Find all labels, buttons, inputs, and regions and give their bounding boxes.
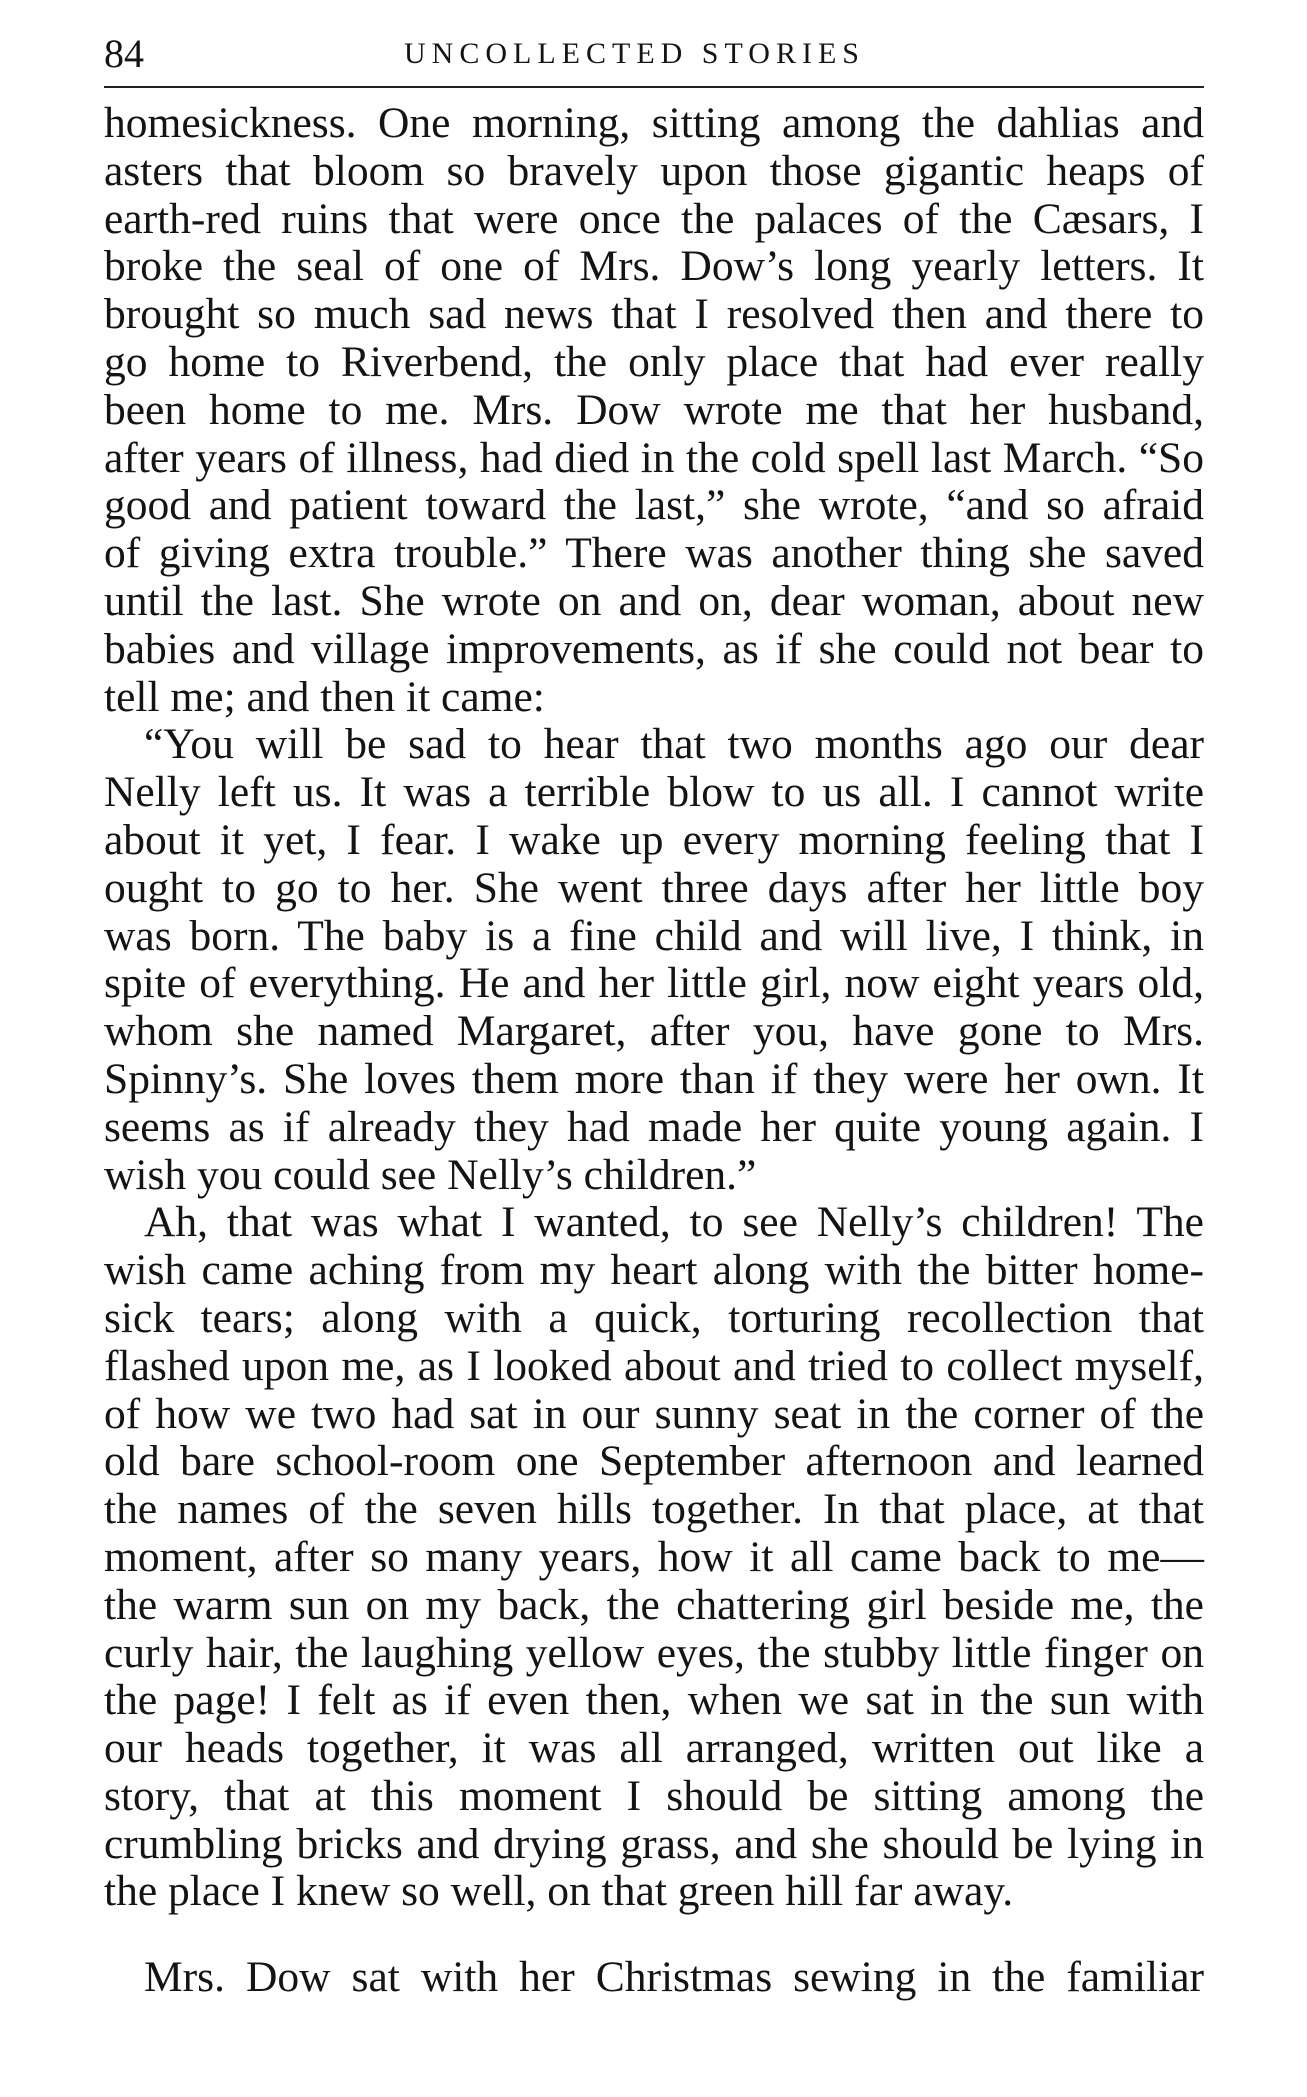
page-number: 84 (104, 31, 144, 76)
text-line: Spinny’s. She loves them more than if they were her own. It (104, 1054, 1204, 1103)
text-line: Nelly left us. It was a terrible blow to us all. I cannot write (104, 768, 1204, 817)
text-line: broke the seal of one of Mrs. Dow’s long yearly letters. It (104, 242, 1204, 291)
text-line: story, that at this moment I should be sitting among the (104, 1771, 1204, 1820)
text-line: wish you could see Nelly’s children.” (104, 1150, 757, 1199)
running-head (104, 26, 1204, 82)
text-line: about it yet, I fear. I wake up every morning feeling that I (104, 815, 1204, 864)
text-line: babies and village improvements, as if she could not bear to (104, 624, 1204, 673)
text-line: wish came aching from my heart along with the bitter home- (104, 1246, 1204, 1295)
text-line: our heads together, it was all arranged, written out like a (104, 1724, 1204, 1773)
body-text (104, 100, 1204, 2002)
text-line: Ah, that was what I wanted, to see Nelly’s children! The (144, 1198, 1204, 1247)
text-line: seems as if already they had made her quite young again. I (104, 1102, 1204, 1151)
text-line: sick tears; along with a quick, torturing recollection that (104, 1293, 1204, 1342)
text-line: the warm sun on my back, the chattering girl beside me, the (104, 1580, 1204, 1629)
text-line: good and patient toward the last,” she wrote, “and so afraid (104, 481, 1204, 530)
text-line: asters that bloom so bravely upon those gigantic heaps of (104, 146, 1204, 195)
text-line: was born. The baby is a fine child and will live, I think, in (104, 911, 1204, 960)
text-line: the names of the seven hills together. In that place, at that (104, 1485, 1204, 1534)
text-line: flashed upon me, as I looked about and tried to collect myself, (104, 1341, 1204, 1390)
text-line: tell me; and then it came: (104, 672, 545, 721)
text-line: until the last. She wrote on and on, dear woman, about new (104, 576, 1204, 625)
text-line: been home to me. Mrs. Dow wrote me that her husband, (104, 385, 1204, 434)
text-line: whom she named Margaret, after you, have gone to Mrs. (104, 1007, 1204, 1056)
text-line: crumbling bricks and drying grass, and she should be lying in (104, 1819, 1204, 1868)
text-line: spite of everything. He and her little girl, now eight years old, (104, 959, 1204, 1008)
text-line: curly hair, the laughing yellow eyes, the stubby little finger on (104, 1628, 1204, 1677)
running-title: UNCOLLECTED STORIES (404, 37, 865, 70)
text-line: go home to Riverbend, the only place that had ever really (104, 337, 1204, 386)
section-break (104, 1916, 1204, 1954)
text-line: “You will be sad to hear that two months ago our dear (144, 720, 1204, 769)
text-line: brought so much sad news that I resolved then and there to (104, 290, 1204, 339)
text-line: moment, after so many years, how it all came back to me— (104, 1532, 1204, 1581)
text-line: earth-red ruins that were once the palaces of the Cæsars, I (104, 194, 1204, 243)
text-line: after years of illness, had died in the cold spell last March. “So (104, 433, 1204, 482)
text-line: the place I knew so well, on that green hill far away. (104, 1867, 1014, 1916)
text-line: homesickness. One morning, sitting among the dahlias and (104, 99, 1204, 147)
text-line: Mrs. Dow sat with her Christmas sewing in the familiar (144, 1953, 1204, 2002)
text-line: of giving extra trouble.” There was another thing she saved (104, 529, 1204, 578)
text-line: the page! I felt as if even then, when we sat in the sun with (104, 1676, 1204, 1725)
text-line: ought to go to her. She went three days after her little boy (104, 863, 1204, 912)
text-line: of how we two had sat in our sunny seat in the corner of the (104, 1389, 1204, 1438)
text-line: old bare school-room one September afternoon and learned (104, 1437, 1204, 1486)
header-rule (104, 86, 1204, 88)
